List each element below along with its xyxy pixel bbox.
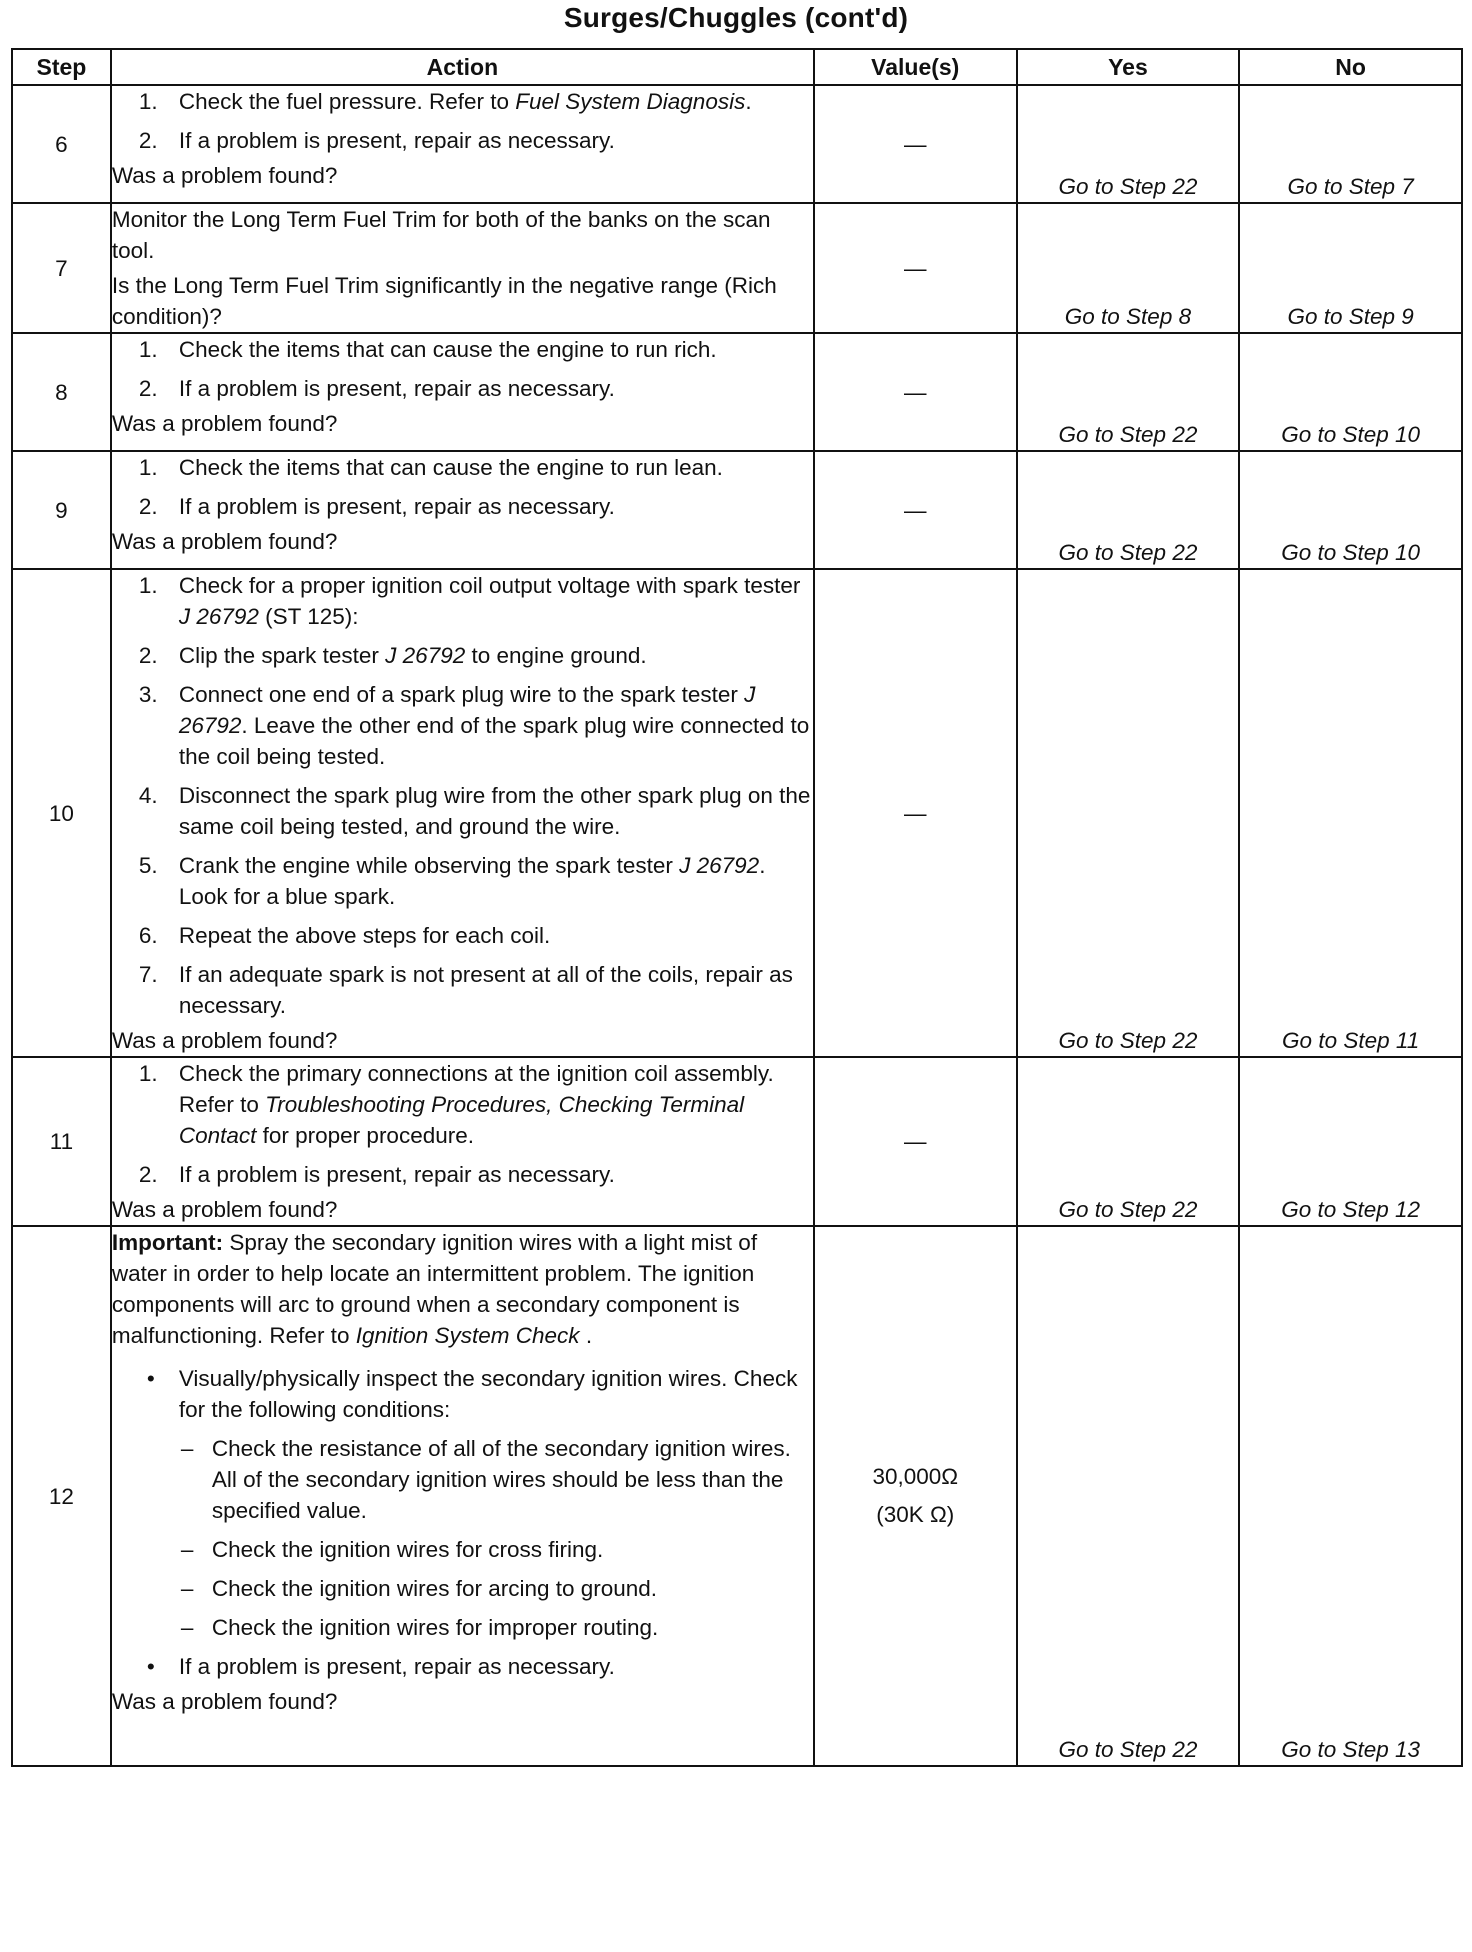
list-item: 1. Check the primary connections at the ignition coil assembly. Refer to Troubleshooting Procedures, Checking Terminal Contact for proper procedure.: [138, 1061, 774, 1148]
list-item: 1. Check the items that can cause the engine to run lean.: [138, 455, 723, 480]
action-text: Monitor the Long Term Fuel Trim for both of the banks on the scan tool.: [111, 207, 771, 263]
value-cell: —: [814, 333, 1017, 451]
no-link[interactable]: Go to Step 10: [1239, 333, 1462, 451]
list-item: 1. Check the fuel pressure. Refer to Fuel System Diagnosis.: [138, 89, 752, 114]
step-number: 12: [12, 1226, 111, 1766]
list-item: – Check the ignition wires for improper routing.: [180, 1615, 659, 1640]
diagnostic-table: [11, 48, 1463, 1767]
no-link[interactable]: Go to Step 13: [1239, 1226, 1462, 1766]
no-link[interactable]: Go to Step 10: [1239, 451, 1462, 569]
step-number: 6: [12, 85, 111, 203]
list-item: 2. If a problem is present, repair as necessary.: [138, 494, 615, 519]
list-item: 3. Connect one end of a spark plug wire to the spark tester J 26792. Leave the other end of the spark plug wire connected to the coil being tested.: [138, 682, 810, 769]
value-cell: —: [814, 569, 1017, 1057]
list-item: 2. If a problem is present, repair as necessary.: [138, 128, 615, 153]
table-row: [12, 1057, 1462, 1226]
action-cell: [111, 1057, 814, 1226]
question: Was a problem found?: [111, 163, 338, 188]
table-row: [12, 85, 1462, 203]
yes-link[interactable]: Go to Step 22: [1017, 1226, 1240, 1766]
yes-link[interactable]: Go to Step 22: [1017, 85, 1240, 203]
step-number: 9: [12, 451, 111, 569]
list-item: – Check the ignition wires for arcing to ground.: [180, 1576, 658, 1601]
action-cell: [111, 85, 814, 203]
table-row: [12, 569, 1462, 1057]
action-cell: [111, 1226, 814, 1766]
question: Was a problem found?: [111, 1689, 338, 1714]
step-number: 7: [12, 203, 111, 333]
list-item: • Visually/physically inspect the secondary ignition wires. Check for the following conditions:: [146, 1366, 798, 1422]
list-item: 1. Check for a proper ignition coil output voltage with spark tester J 26792 (ST 125):: [138, 573, 801, 629]
header-values: Value(s): [814, 49, 1017, 85]
header-step: Step: [12, 49, 111, 85]
list-item: 6. Repeat the above steps for each coil.: [138, 923, 551, 948]
table-row: [12, 1226, 1462, 1766]
action-cell: [111, 203, 814, 333]
list-item: 7. If an adequate spark is not present at all of the coils, repair as necessary.: [138, 962, 793, 1018]
step-number: 8: [12, 333, 111, 451]
value-cell: —: [814, 203, 1017, 333]
yes-link[interactable]: Go to Step 22: [1017, 451, 1240, 569]
list-item: – Check the ignition wires for cross firing.: [180, 1537, 604, 1562]
question: Was a problem found?: [111, 529, 338, 554]
no-link[interactable]: Go to Step 9: [1239, 203, 1462, 333]
header-no: No: [1239, 49, 1462, 85]
question: Is the Long Term Fuel Trim significantly in the negative range (Rich condition)?: [111, 273, 777, 329]
resistance-value: 30,000Ω: [872, 1464, 959, 1489]
page-title: Surges/Chuggles (cont'd): [563, 2, 909, 33]
list-item: 4. Disconnect the spark plug wire from the other spark plug on the same coil being tested, and ground the wire.: [138, 783, 811, 839]
yes-link[interactable]: Go to Step 22: [1017, 333, 1240, 451]
action-cell: [111, 569, 814, 1057]
value-cell: —: [814, 1057, 1017, 1226]
question: Was a problem found?: [111, 411, 338, 436]
yes-link[interactable]: Go to Step 22: [1017, 569, 1240, 1057]
step-number: 10: [12, 569, 111, 1057]
list-item: 2. If a problem is present, repair as necessary.: [138, 376, 615, 401]
list-item: – Check the resistance of all of the secondary ignition wires. All of the secondary ignition wires should be less than the specified value.: [180, 1436, 791, 1523]
value-cell: —: [814, 451, 1017, 569]
list-item: 1. Check the items that can cause the engine to run rich.: [138, 337, 717, 362]
table-row: [12, 451, 1462, 569]
list-item: • If a problem is present, repair as necessary.: [146, 1654, 615, 1679]
list-item: 2. Clip the spark tester J 26792 to engine ground.: [138, 643, 647, 668]
table-row: [12, 203, 1462, 333]
value-cell: [814, 1226, 1017, 1766]
no-link[interactable]: Go to Step 11: [1239, 569, 1462, 1057]
list-item: 5. Crank the engine while observing the spark tester J 26792. Look for a blue spark.: [138, 853, 766, 909]
header-yes: Yes: [1017, 49, 1240, 85]
no-link[interactable]: Go to Step 12: [1239, 1057, 1462, 1226]
value-cell: —: [814, 85, 1017, 203]
resistance-value-short: (30K Ω): [876, 1502, 955, 1527]
no-link[interactable]: Go to Step 7: [1239, 85, 1462, 203]
question: Was a problem found?: [111, 1028, 338, 1053]
list-item: 2. If a problem is present, repair as necessary.: [138, 1162, 615, 1187]
header-row: [12, 49, 1462, 85]
action-cell: [111, 451, 814, 569]
action-cell: [111, 333, 814, 451]
step-number: 11: [12, 1057, 111, 1226]
question: Was a problem found?: [111, 1197, 338, 1222]
yes-link[interactable]: Go to Step 22: [1017, 1057, 1240, 1226]
header-action: Action: [111, 49, 814, 85]
yes-link[interactable]: Go to Step 8: [1017, 203, 1240, 333]
table-row: [12, 333, 1462, 451]
important-note: Important: Spray the secondary ignition wires with a light mist of water in order to help locate an intermittent problem. The ignition components will arc to ground when a secondary component is malfunctioning. Refer to Ignition System Check .: [111, 1230, 758, 1348]
